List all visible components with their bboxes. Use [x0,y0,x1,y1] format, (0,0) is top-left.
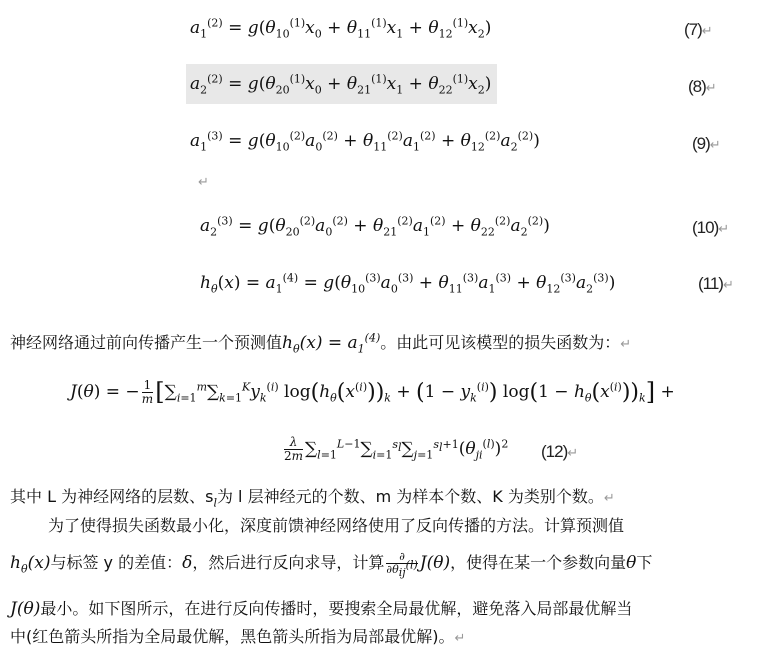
equation-12-number: (12)↵ [541,442,578,461]
paragraph-variable-definitions: 其中 L 为神经网络的层数、$s_l$为 l 层神经元的个数、m 为样本个数、K 为类别个数。↵ [10,487,615,510]
equation-11-number: (11)↵ [698,274,733,293]
paragraph-backprop-line-2: $h_\theta(x)$与标签 y 的差值：δ，然后进行反向求导，计算 $\frac{\partial}{\partial\theta_{ij}^{(l)}}$ J(θ)，使得在某一个参数向量θ下 [10,549,653,580]
empty-paragraph-mark: ↵ [198,175,209,190]
paragraph-backprop-line-3: J(θ)最小。如下图所示，在进行反向传播时，要搜索全局最优解，避免落入局部最优解当 [10,599,633,619]
equation-10-number: (10)↵ [692,218,729,237]
equation-11: $h_\theta(x) = a_1^{(4)} = g(\theta_{10}^{(3)}a_0^{(3)} + \theta_{11}^{(3)}a_1^{(3)} + \theta_{12}^{(3)}a_2^{(3)})$ [200,271,616,296]
equation-7: $a_1^{(2)} = g(\theta_{10}^{(1)}x_0 + \theta_{11}^{(1)}x_1 + \theta_{12}^{(1)}x_2)$ [190,16,492,41]
equation-12-line-1: J(θ) = − $\frac{1}{m}$ [$\sum_{i=1}^m\sum_{k=1}^Ky_k^{(i)}$ $\log(h_\theta(x^{(i)}))_k + (1 - y_k^{(i)}) \log(1 - h_\theta(x^{(i)}))_k$] + [70,377,675,406]
paragraph-forward-propagation: 神经网络通过前向传播产生一个预测值$h_\theta(x) = a_1^{(4)}$。由此可见该模型的损失函数为：↵ [10,331,632,356]
equation-9: $a_1^{(3)} = g(\theta_{10}^{(2)}a_0^{(2)} + \theta_{11}^{(2)}a_1^{(2)} + \theta_{12}^{(2)}a_2^{(2)})$ [190,129,540,154]
equation-7-number: (7)↵ [684,20,712,39]
paragraph-backprop-intro: 为了使得损失函数最小化，深度前馈神经网络使用了反向传播的方法。计算预测值 [48,516,625,535]
equation-12-line-2: $\frac{\lambda}{2m}$ $\sum_{l=1}^{L-1}\sum_{i=1}^{s_l}\sum_{j=1}^{s_l+1}(\theta_{ji}^{(l)})^2$ [284,435,509,464]
paragraph-backprop-line-4: 中(红色箭头所指为全局最优解，黑色箭头所指为局部最优解)。↵ [10,627,466,646]
equation-8-number: (8)↵ [688,77,716,96]
equation-9-number: (9)↵ [692,134,720,153]
equation-8: $a_2^{(2)} = g(\theta_{20}^{(1)}x_0 + \theta_{21}^{(1)}x_1 + \theta_{22}^{(1)}x_2)$ [186,64,497,104]
equation-10: $a_2^{(3)} = g(\theta_{20}^{(2)}a_0^{(2)} + \theta_{21}^{(2)}a_1^{(2)} + \theta_{22}^{(2)}a_2^{(2)})$ [200,214,550,239]
